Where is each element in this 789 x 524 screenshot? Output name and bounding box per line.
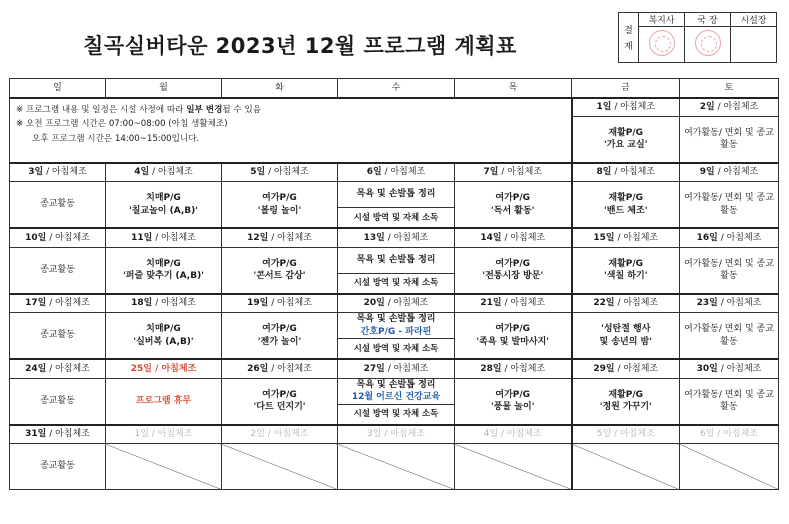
day-cell-next-month: 3일 / 아침체조	[338, 425, 455, 444]
week-5-programs	[10, 444, 779, 490]
empty-cell	[106, 444, 222, 490]
weekday-sun: 일	[10, 79, 106, 98]
week-0-days	[10, 98, 779, 117]
day-cell: 6일 / 아침체조	[338, 163, 455, 182]
program-cell: 여가P/G '풍물 놀이'	[455, 378, 572, 425]
week-4-programs	[10, 378, 779, 425]
day-cell: 23일 / 아침체조	[680, 294, 779, 313]
signature-stamp-2	[685, 27, 731, 63]
week-2-days	[10, 228, 779, 247]
day-cell: 5일 / 아침체조	[222, 163, 338, 182]
day-cell: 11일 / 아침체조	[106, 228, 222, 247]
day-cell: 7일 / 아침체조	[455, 163, 572, 182]
empty-cell	[338, 444, 455, 490]
program-cell: 여가P/G '젠가 놀이'	[222, 313, 338, 360]
empty-cell	[455, 444, 572, 490]
day-cell-next-month: 6일 / 아침체조	[680, 425, 779, 444]
day-cell: 22일 / 아침체조	[572, 294, 680, 313]
day-cell: 2일 / 아침체조	[680, 98, 779, 117]
day-cell: 29일 / 아침체조	[572, 359, 680, 378]
signature-stamp-1	[639, 27, 685, 63]
week-3-programs	[10, 313, 779, 360]
program-cell: '성탄절 행사 및 송년의 밤'	[572, 313, 680, 360]
day-cell: 27일 / 아침체조	[338, 359, 455, 378]
program-cell-holiday: 프로그램 휴무	[106, 378, 222, 425]
day-cell-next-month: 2일 / 아침체조	[222, 425, 338, 444]
week-1-days	[10, 163, 779, 182]
day-cell: 16일 / 아침체조	[680, 228, 779, 247]
weekday-tue: 화	[222, 79, 338, 98]
day-cell: 9일 / 아침체조	[680, 163, 779, 182]
day-cell: 20일 / 아침체조	[338, 294, 455, 313]
program-cell: 여가P/G '볼링 놀이'	[222, 182, 338, 229]
program-cell-split: 목욕 및 손발톱 정리 시설 방역 및 자체 소독	[338, 247, 455, 294]
week-2-programs	[10, 247, 779, 294]
day-cell: 26일 / 아침체조	[222, 359, 338, 378]
day-cell: 4일 / 아침체조	[106, 163, 222, 182]
day-cell: 18일 / 아침체조	[106, 294, 222, 313]
program-cell: 여가P/G '콘서트 감상'	[222, 247, 338, 294]
weekday-sat: 토	[680, 79, 779, 98]
program-cell: 여가P/G '전통시장 방문'	[455, 247, 572, 294]
weekday-thu: 목	[455, 79, 572, 98]
empty-cell	[222, 444, 338, 490]
approval-label: 결 재	[619, 13, 639, 63]
program-cell: 치매P/G '퍼즐 맞추기 (A,B)'	[106, 247, 222, 294]
program-cell: 재활P/G '색칠 하기'	[572, 247, 680, 294]
weekday-fri: 금	[572, 79, 680, 98]
day-cell-next-month: 1일 / 아침체조	[106, 425, 222, 444]
approval-head-social-worker: 복지사	[639, 13, 685, 27]
program-cell: 치매P/G '실버복 (A,B)'	[106, 313, 222, 360]
approval-box	[618, 12, 777, 63]
day-cell: 10일 / 아침체조	[10, 228, 106, 247]
stamp-icon	[695, 30, 721, 56]
day-cell-next-month: 5일 / 아침체조	[572, 425, 680, 444]
day-cell: 24일 / 아침체조	[10, 359, 106, 378]
approval-head-director: 국 장	[685, 13, 731, 27]
program-cell-split: 목욕 및 손발톱 정리 12월 어르신 건강교육 시설 방역 및 자체 소독	[338, 378, 455, 425]
program-cell: 치매P/G '칠교놀이 (A,B)'	[106, 182, 222, 229]
program-cell: 여가P/G '다트 던지기'	[222, 378, 338, 425]
program-cell: 여가P/G '독서 활동'	[455, 182, 572, 229]
stamp-icon	[649, 30, 675, 56]
day-cell: 30일 / 아침체조	[680, 359, 779, 378]
day-cell: 17일 / 아침체조	[10, 294, 106, 313]
day-cell: 21일 / 아침체조	[455, 294, 572, 313]
signature-stamp-3	[731, 27, 777, 63]
weekday-mon: 월	[106, 79, 222, 98]
day-cell-holiday: 25일 / 아침체조	[106, 359, 222, 378]
program-cell: 재활P/G '정원 가꾸기'	[572, 378, 680, 425]
program-cell: 종교활동	[10, 444, 106, 490]
day-cell: 19일 / 아침체조	[222, 294, 338, 313]
week-3-days	[10, 294, 779, 313]
program-cell: 종교활동	[10, 313, 106, 360]
page-title: 칠곡실버타운 2023년 12월 프로그램 계획표	[83, 34, 517, 58]
program-cell: 여가활동/ 면회 및 종교활동	[680, 247, 779, 294]
program-cell: 여가활동/ 면회 및 종교활동	[680, 378, 779, 425]
notice-box	[10, 98, 572, 163]
day-cell: 8일 / 아침체조	[572, 163, 680, 182]
program-cell: 재활P/G '가요 교실'	[572, 117, 680, 163]
week-1-programs	[10, 182, 779, 229]
notice-line-1: ※ 프로그램 내용 및 일정은 시설 사정에 따라 일부 변경될 수 있음	[16, 104, 262, 115]
program-cell: 여가활동/ 면회 및 종교활동	[680, 313, 779, 360]
weekday-wed: 수	[338, 79, 455, 98]
program-cell: 여가활동/ 면회 및 종교활동	[680, 182, 779, 229]
program-cell: 종교활동	[10, 247, 106, 294]
empty-cell	[572, 444, 680, 490]
program-calendar	[9, 78, 779, 490]
day-cell: 28일 / 아침체조	[455, 359, 572, 378]
weekday-header	[10, 79, 779, 98]
day-cell: 12일 / 아침체조	[222, 228, 338, 247]
day-cell: 31일 / 아침체조	[10, 425, 106, 444]
week-4-days	[10, 359, 779, 378]
day-cell-next-month: 4일 / 아침체조	[455, 425, 572, 444]
program-cell: 여가P/G '족욕 및 발마사지'	[455, 313, 572, 360]
program-cell: 종교활동	[10, 182, 106, 229]
day-cell: 13일 / 아침체조	[338, 228, 455, 247]
program-cell: 여가활동/ 면회 및 종교활동	[680, 117, 779, 163]
day-cell: 15일 / 아침체조	[572, 228, 680, 247]
program-cell-split: 목욕 및 손발톱 정리 시설 방역 및 자체 소독	[338, 182, 455, 229]
day-cell: 14일 / 아침체조	[455, 228, 572, 247]
week-5-days	[10, 425, 779, 444]
empty-cell	[680, 444, 779, 490]
approval-head-facility-head: 시설장	[731, 13, 777, 27]
day-cell: 3일 / 아침체조	[10, 163, 106, 182]
notice-line-3: 오후 프로그램 시간은 14:00~15:00입니다.	[32, 133, 200, 144]
notice-line-2: ※ 오전 프로그램 시간은 07:00~08:00 (아침 생활체조)	[16, 119, 228, 130]
program-cell-split: 목욕 및 손발톱 정리 간호P/G - 파라핀 시설 방역 및 자체 소독	[338, 313, 455, 360]
program-cell: 재활P/G '밴드 체조'	[572, 182, 680, 229]
program-cell: 종교활동	[10, 378, 106, 425]
day-cell: 1일 / 아침체조	[572, 98, 680, 117]
